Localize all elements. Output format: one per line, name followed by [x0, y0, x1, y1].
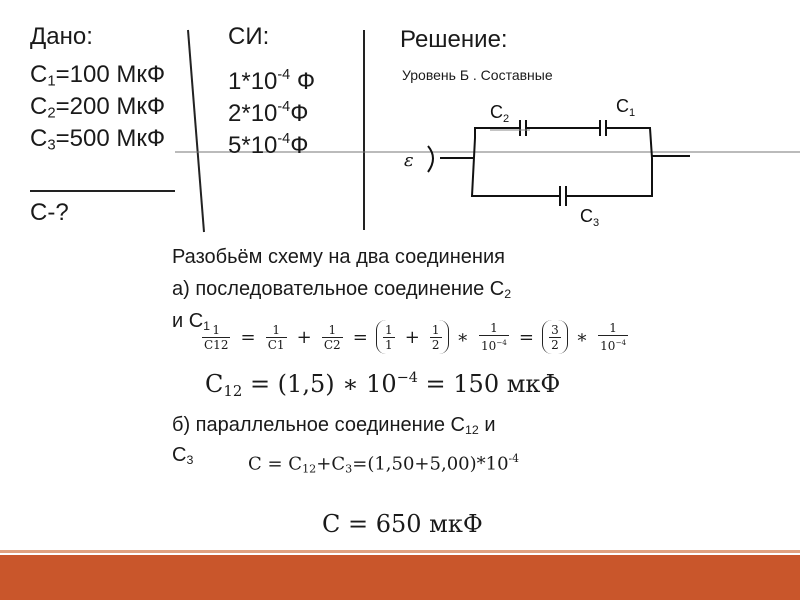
equation-series: $\frac{1}{C12}$ = $\frac{1}{C1}$ + $\frac{1}{C2}$ = $\frac{1}{1}$ + $\frac{1}{2}$ ∗ $\frac{1}{10^{-4}}$ = $\frac{3}{2}$ ∗ $\frac{1}{10^{-4}}$ — [204, 320, 627, 354]
footer-bar — [0, 555, 800, 600]
footer-accent-line — [0, 550, 800, 553]
given-c2: $C_2=200$ МкФ — [30, 93, 166, 122]
circuit-label-c2: $C_2$ — [490, 102, 510, 125]
equation-result: C = 650 мкФ — [322, 510, 483, 538]
si-row-3: $5*10^{-4}Ф$ — [228, 131, 309, 160]
si-row-2: $2*10^{-4}Ф$ — [228, 99, 309, 128]
given-c1: $C_1=100$ МкФ — [30, 61, 166, 90]
level-label: Уровень Б . Составные — [402, 67, 553, 83]
solution-line-2: а) последовательное соединение $С_2$ — [172, 278, 512, 302]
circuit-diagram — [390, 88, 740, 228]
circuit-label-c3: $C_3$ — [580, 206, 600, 228]
given-heading: Дано: — [30, 23, 93, 50]
solution-line-1: Разобьём схему на два соединения — [172, 246, 505, 268]
given-c3: $C_3=500$ МкФ — [30, 125, 166, 154]
solution-line-5: $С_3$ — [172, 444, 194, 468]
circuit-label-c1: $C_1$ — [616, 96, 636, 119]
emf-label: ε — [404, 150, 414, 171]
given-find: C-? — [30, 199, 69, 226]
solution-heading: Решение: — [400, 26, 508, 53]
si-heading: СИ: — [228, 23, 270, 50]
equation-total-expr: $C = C_{12}+C_3=(1,50+5,00)*10^{-4}$ — [248, 452, 520, 476]
solution-line-4: б) параллельное соединение $С_{12}$ и — [172, 414, 496, 438]
equation-c12: $C_{12} = (1,5)$ ∗ $10^{-4} = 150$ мкФ — [205, 370, 561, 400]
solution-line-3: и $С_1$ — [172, 310, 211, 334]
si-row-1: $1*10^{-4}$ Ф — [228, 67, 316, 96]
